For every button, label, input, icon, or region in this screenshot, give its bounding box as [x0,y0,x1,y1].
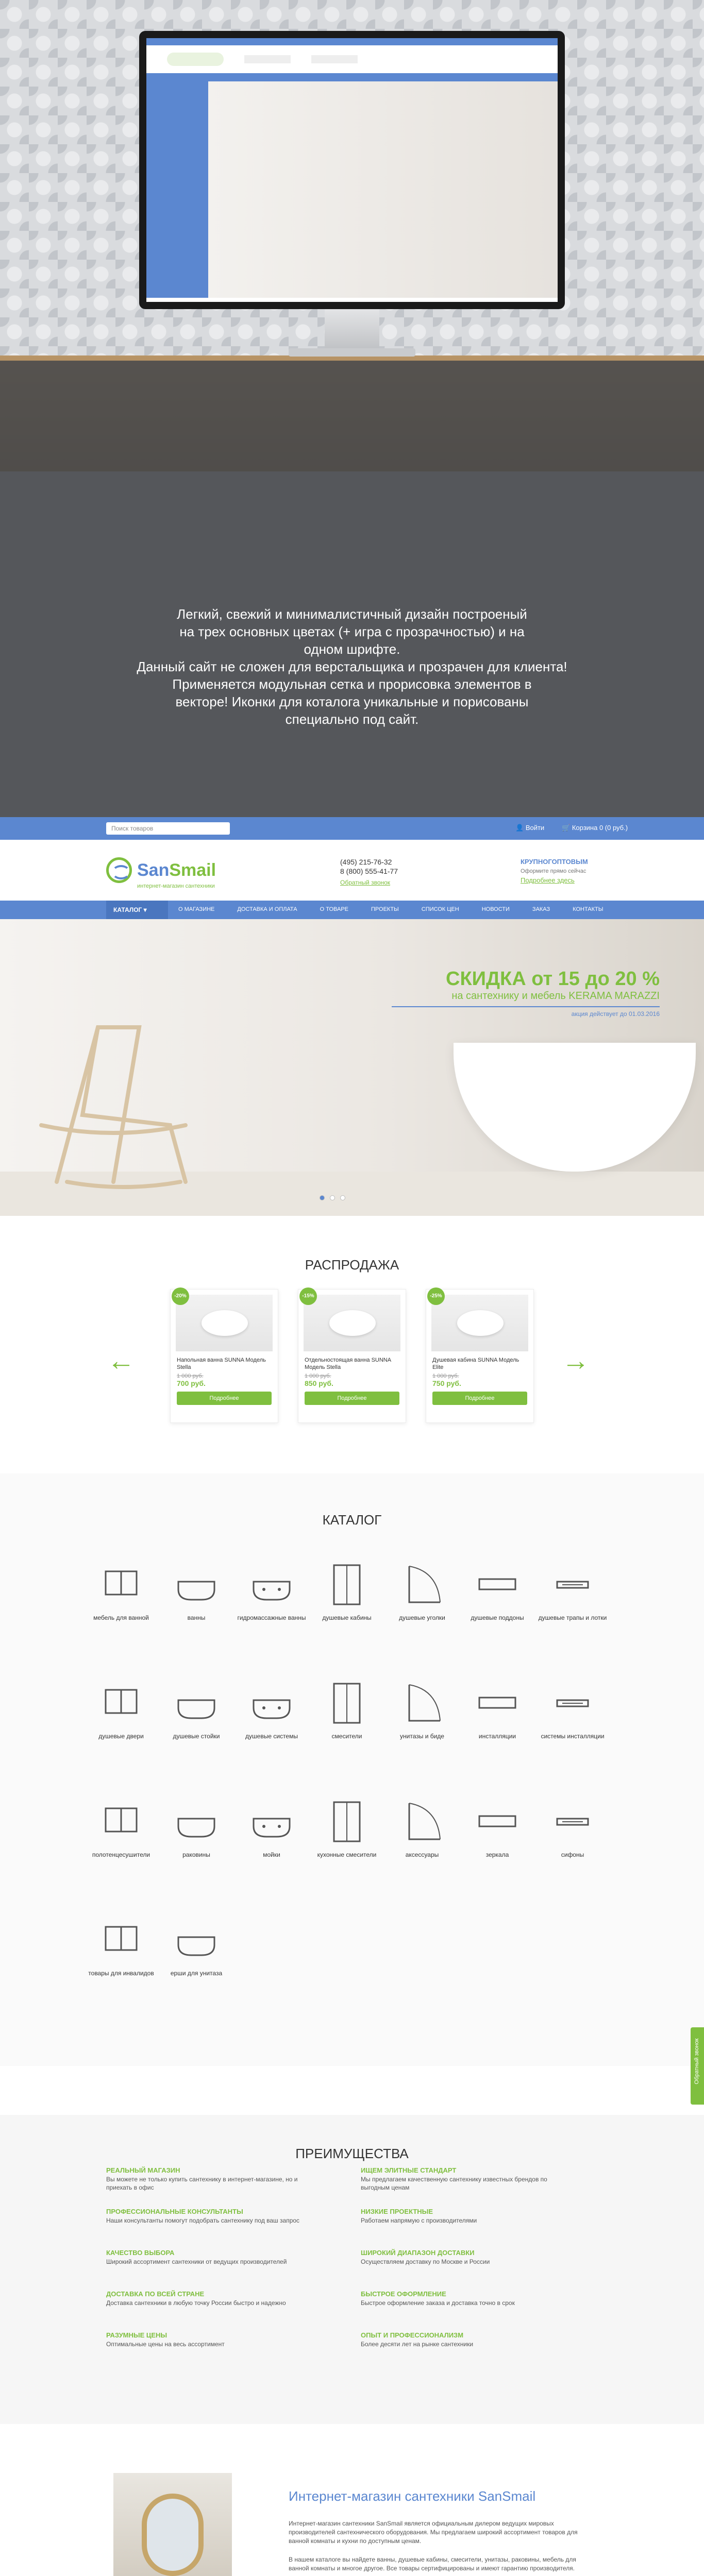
catalog-item-icon [474,1798,521,1844]
monitor-base [289,348,415,357]
advantage-item [361,2208,577,2225]
sale-card[interactable]: -25% Душевая кабина SUNNA Модель Elite 1 000 руб. 750 руб. Подробнее [426,1289,534,1423]
advantage-heading: ШИРОКИЙ ДИАПАЗОН ДОСТАВКИ [361,2249,475,2257]
catalog-item-label: душевые уголки [399,1614,445,1621]
catalog-item-icon [324,1798,370,1844]
promo-text: СКИДКА от 15 до 20 % на сантехнику и мебель KERAMA MARAZZI акция действует до 01.03.2016 [392,968,660,1018]
catalog-item-label: душевые двери [98,1733,144,1740]
catalog-item-icon [549,1680,596,1726]
chair-image [36,996,191,1192]
hero-line-3: одном шрифте. [304,641,400,657]
advantage-text: Мы предлагаем качественную сантехнику известных брендов по выгодным ценам [361,2176,547,2191]
catalog-item[interactable] [308,1798,385,1859]
hero-line-6: векторе! Иконки для коталога уникальные и порисованы [175,694,529,709]
details-button[interactable]: Подробнее [177,1392,272,1405]
catalog-item-icon [248,1680,295,1726]
advantage-heading: РАЗУМНЫЕ ЦЕНЫ [106,2331,167,2339]
nav-item-contacts[interactable]: КОНТАКТЫ [573,906,604,912]
monitor-stand [325,309,379,350]
sale-title: РАСПРОДАЖА [305,1257,399,1273]
advantage-heading: РЕАЛЬНЫЙ МАГАЗИН [106,2166,180,2174]
advantage-text: Быстрое оформление заказа и доставка точно в срок [361,2299,515,2307]
prev-arrow-icon[interactable]: ← [107,1345,135,1376]
catalog-item[interactable] [233,1680,310,1740]
catalog-item-icon [98,1561,144,1607]
catalog-item-icon [248,1561,295,1607]
catalog-item-icon [549,1561,596,1607]
catalog-item[interactable] [158,1917,235,1977]
monitor [139,31,565,309]
catalog-item-label: ванны [187,1614,206,1621]
catalog-item[interactable] [534,1798,611,1859]
top-bar [0,817,704,840]
nav-item-order[interactable]: ЗАКАЗ [532,906,550,912]
details-button[interactable]: Подробнее [432,1392,527,1405]
catalog-item-label: душевые поддоны [471,1614,524,1621]
catalog-item-icon [98,1917,144,1963]
side-callback-button[interactable]: Обратный звонок [691,2027,704,2105]
promo-banner [0,919,704,1216]
logo-subtitle: интернет-магазин сантехники [137,883,215,889]
catalog-item-icon [173,1917,220,1963]
hero-line-5: Применяется модульная сетка и прорисовка элементов в [172,676,532,692]
wholesale-block: КРУПНОГОПТОВЫМ Оформите прямо сейчас Подробнее здесь [521,858,588,884]
catalog-item[interactable] [82,1561,160,1622]
catalog-item-label: смесители [331,1733,362,1740]
login-link[interactable]: 👤 Войти [515,824,545,832]
catalog-item-icon [399,1798,445,1844]
search-input[interactable]: Поиск товаров [106,822,230,835]
advantage-item [106,2249,323,2266]
site-header [0,840,704,901]
advantage-heading: ДОСТАВКА ПО ВСЕЙ СТРАНЕ [106,2290,205,2298]
advantage-text: Оптимальные цены на весь ассортимент [106,2341,225,2348]
hero-line-1: Легкий, свежий и минималистичный дизайн построеный [177,606,527,622]
sale-card[interactable]: -15% Отдельностоящая ванна SUNNA Модель Stella 1 000 руб. 850 руб. Подробнее [298,1289,406,1423]
catalog-item[interactable] [534,1680,611,1740]
catalog-item-icon [324,1680,370,1726]
sale-card[interactable]: -20% Напольная ванна SUNNA Модель Stella 1 000 руб. 700 руб. Подробнее [170,1289,278,1423]
advantage-text: Доставка сантехники в любую точку России быстро и надежно [106,2299,286,2307]
wholesale-link[interactable]: Подробнее здесь [521,876,575,884]
about-title: Интернет-магазин сантехники SanSmail [289,2488,536,2504]
main-nav [0,901,704,919]
advantage-text: Работаем напрямую с производителями [361,2217,477,2224]
catalog-item[interactable] [459,1561,536,1622]
catalog-item-icon [98,1680,144,1726]
cart-link[interactable]: 🛒 Корзина 0 (0 руб.) [562,824,628,832]
nav-item-projects[interactable]: ПРОЕКТЫ [371,906,399,912]
advantage-item [361,2166,577,2192]
logo-icon [106,857,132,883]
monitor-screen [146,38,558,302]
about-p1: Интернет-магазин сантехники SanSmail является официальным дилером ведущих мировых производителей сантехнического оборудования. Мы предлагаем широкий ассортимент товаров для ванной комнаты и кухни по доступным ценам. [289,2520,578,2545]
next-arrow-icon[interactable]: → [562,1345,590,1376]
advantage-item [106,2290,323,2307]
catalog-item-label: сифоны [561,1851,584,1858]
advantages-section [0,2115,704,2424]
catalog-item[interactable] [383,1561,461,1622]
catalog-item-icon [173,1680,220,1726]
hero-line-4: Данный сайт не сложен для верстальщика и прозрачен для клиента! [137,659,567,674]
nav-item-delivery[interactable]: ДОСТАВКА И ОПЛАТА [237,906,297,912]
catalog-item-icon [399,1561,445,1607]
slider-dots [320,1195,345,1200]
catalog-item[interactable] [158,1798,235,1859]
catalog-item-icon [98,1798,144,1844]
nav-item-product[interactable]: О ТОВАРЕ [320,906,349,912]
catalog-item-icon [248,1798,295,1844]
hero-line-2: на трех основных цветах (+ игра с прозрачностью) и на [179,624,525,639]
catalog-item-label: товары для инвалидов [88,1970,154,1977]
catalog-item[interactable] [308,1680,385,1740]
header-phones: (495) 215-76-32 8 (800) 555-41-77 Обратный звонок [340,858,398,886]
nav-item-prices[interactable]: СПИСОК ЦЕН [421,906,459,912]
advantage-text: Осуществляем доставку по Москве и России [361,2258,490,2265]
catalog-item-label: ерши для унитаза [170,1970,223,1977]
catalog-item-icon [324,1561,370,1607]
catalog-item[interactable] [82,1680,160,1740]
catalog-item-label: душевые стойки [173,1733,220,1740]
advantage-text: Более десяти лет на рынке сантехники [361,2341,474,2348]
catalog-item-label: системы инсталляции [541,1733,605,1740]
catalog-item-label: инсталляции [478,1733,516,1740]
catalog-item[interactable] [233,1798,310,1859]
catalog-item-label: мебель для ванной [93,1614,149,1621]
advantage-heading: ОПЫТ И ПРОФЕССИОНАЛИЗМ [361,2331,464,2339]
advantage-heading: ИЩЕМ ЭЛИТНЫЕ СТАНДАРТ [361,2166,457,2174]
nav-item-news[interactable]: НОВОСТИ [481,906,510,912]
slider-dot[interactable] [340,1195,345,1200]
catalog-item-icon [173,1798,220,1844]
catalog-item[interactable] [82,1917,160,1977]
catalog-item-label: душевые системы [245,1733,298,1740]
nav-item-about[interactable]: О МАГАЗИНЕ [178,906,215,912]
catalog-item-label: душевые трапы и лотки [538,1614,607,1621]
catalog-item-label: душевые кабины [322,1614,372,1621]
hero-mockup [0,0,704,471]
mirror-photo [113,2473,232,2576]
hero-overlay [0,361,704,471]
catalog-item-label: аксессуары [405,1851,439,1858]
catalog-item[interactable] [82,1798,160,1859]
catalog-item-icon [474,1680,521,1726]
callback-link[interactable]: Обратный звонок [340,879,391,886]
catalog-item[interactable] [158,1680,235,1740]
catalog-item-label: полотенцесушители [92,1851,150,1858]
logo[interactable]: SanSmail интернет-магазин сантехники [106,857,216,883]
advantage-text: Вы можете не только купить сантехнику в интернет-магазине, но и приехать в офис [106,2176,298,2191]
catalog-item[interactable] [308,1561,385,1622]
advantage-item [106,2166,323,2192]
catalog-item[interactable] [233,1561,310,1622]
catalog-item-icon [474,1561,521,1607]
advantage-item [361,2249,577,2266]
catalog-item[interactable] [158,1561,235,1622]
advantage-text: Широкий ассортимент сантехники от ведущих производителей [106,2258,287,2265]
catalog-item[interactable] [534,1561,611,1622]
catalog-title: КАТАЛОГ [322,1512,382,1528]
slider-dot[interactable] [330,1195,335,1200]
advantage-text: Наши консультанты помогут подобрать сантехнику под ваш запрос [106,2217,300,2224]
catalog-item-label: кухонные смесители [317,1851,377,1858]
catalog-item[interactable] [459,1680,536,1740]
advantage-item [361,2331,577,2348]
advantage-heading: БЫСТРОЕ ОФОРМЛЕНИЕ [361,2290,446,2298]
advantage-item [106,2208,323,2225]
catalog-item[interactable] [383,1680,461,1740]
catalog-item-label: мойки [263,1851,280,1858]
catalog-item-label: гидромассажные ванны [237,1614,306,1621]
advantage-heading: ПРОФЕССИОНАЛЬНЫЕ КОНСУЛЬТАНТЫ [106,2208,243,2215]
advantages-title: ПРЕИМУЩЕСТВА [295,2146,409,2161]
bathtub-image [454,1043,696,1172]
advantage-item [106,2331,323,2348]
catalog-item[interactable] [383,1798,461,1859]
catalog-item-icon [173,1561,220,1607]
catalog-menu-button[interactable]: КАТАЛОГ ▾ [106,901,168,919]
about-p2: В нашем каталоге вы найдете ванны, душевые кабины, смесители, унитазы, раковины, мебель для ванной комнаты и многое другое. Все товары сертифицированы и имеют гарантию производителя. [289,2556,576,2572]
catalog-item[interactable] [459,1798,536,1859]
catalog-item-icon [549,1798,596,1844]
advantage-heading: КАЧЕСТВО ВЫБОРА [106,2249,175,2257]
catalog-item-icon [399,1680,445,1726]
catalog-item-label: унитазы и биде [400,1733,444,1740]
advantage-heading: НИЗКИЕ ПРОЕКТНЫЕ [361,2208,433,2215]
details-button[interactable]: Подробнее [305,1392,399,1405]
advantage-item [361,2290,577,2307]
catalog-item-label: зеркала [485,1851,509,1858]
hero-line-7: специально под сайт. [285,711,419,727]
slider-dot[interactable] [320,1195,325,1200]
catalog-item-label: раковины [182,1851,210,1858]
